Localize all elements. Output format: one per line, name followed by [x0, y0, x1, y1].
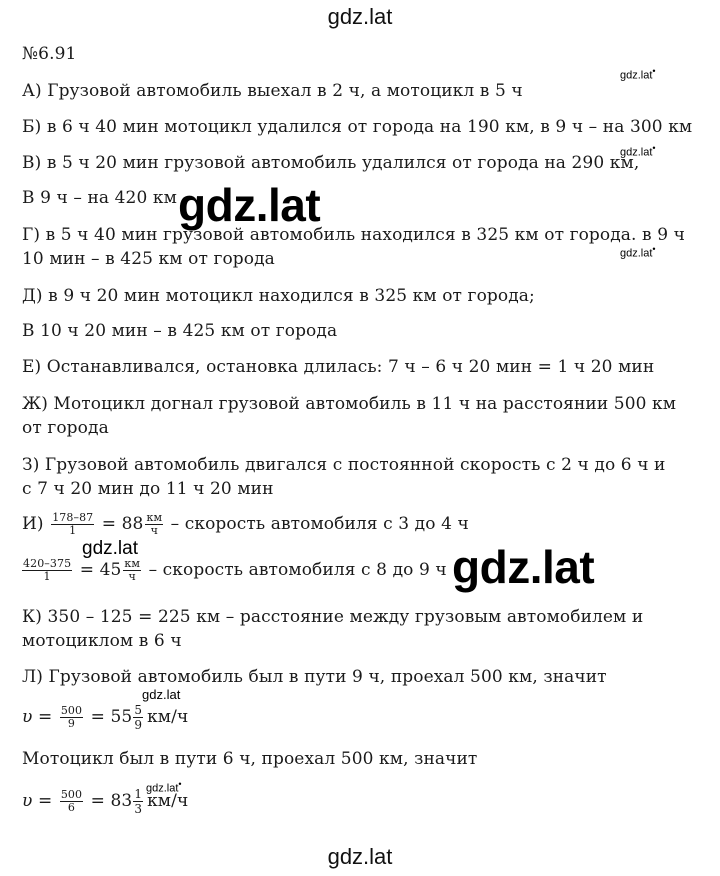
answer-k-line1: К) 350 – 125 = 225 км – расстояние между грузовым автомобилем и — [22, 607, 644, 627]
answer-i-label: И) — [22, 514, 44, 534]
watermark-small: gdz.lat• — [620, 244, 656, 260]
answer-d-line2: В 10 ч 20 мин – в 425 км от города — [22, 321, 338, 341]
answer-zh-line1: Ж) Мотоцикл догнал грузовой автомобиль в 11 ч на расстоянии 500 км — [22, 394, 677, 414]
watermark-small: gdz.lat• — [620, 66, 656, 82]
answer-motorcycle-line: Мотоцикл был в пути 6 ч, проехал 500 км, значит — [22, 749, 478, 769]
velocity-symbol: υ — [22, 707, 33, 727]
answer-k-line2: мотоциклом в 6 ч — [22, 631, 182, 651]
fraction: $\frac{500}{9}$ — [60, 704, 83, 730]
mixed-fraction: $\frac{1}{3}$ — [134, 787, 143, 816]
fraction: $\frac{500}{6}$ — [60, 788, 83, 814]
answer-a: А) Грузовой автомобиль выехал в 2 ч, а мотоцикл в 5 ч — [22, 81, 523, 101]
watermark-large: gdz.lat — [178, 179, 321, 231]
watermark-small: gdz.lat — [142, 687, 181, 702]
site-header[interactable]: gdz.lat — [327, 4, 393, 29]
answer-g-line1: Г) в 5 ч 40 мин грузовой автомобиль находился в 325 км от города. в 9 ч — [22, 225, 685, 245]
watermark-large: gdz.lat — [452, 541, 595, 593]
unit-fraction: $\frac{км}{ч}$ — [146, 511, 163, 537]
answer-e: Е) Останавливался, остановка длилась: 7 ч – 6 ч 20 мин = 1 ч 20 мин — [22, 357, 655, 377]
answer-z-line1: З) Грузовой автомобиль двигался с постоянной скорость с 2 ч до 6 ч и — [22, 455, 666, 475]
answer-b: Б) в 6 ч 40 мин мотоцикл удалился от города на 190 км, в 9 ч – на 300 км — [22, 117, 693, 137]
answer-v-line2: В 9 ч – на 420 км — [22, 188, 177, 208]
answer-l-line1: Л) Грузовой автомобиль был в пути 9 ч, проехал 500 км, значит — [22, 667, 607, 687]
velocity-symbol: υ — [22, 791, 33, 811]
answer-d-line1: Д) в 9 ч 20 мин мотоцикл находился в 325 км от города; — [22, 286, 535, 306]
answer-g-line2: 10 мин – в 425 км от города — [22, 249, 275, 269]
mixed-fraction: $\frac{5}{9}$ — [134, 703, 143, 732]
answer-v-line1: В) в 5 ч 20 мин грузовой автомобиль удалился от города на 290 км, — [22, 153, 640, 173]
watermark-small: gdz.lat• — [146, 779, 182, 795]
problem-number: №6.91 — [22, 44, 77, 64]
watermark-small: gdz.lat• — [620, 143, 656, 159]
answer-l-formula-truck: υ = $\frac{500}{9}$ = 55 $\frac{5}{9}$ км/ч — [22, 703, 189, 732]
answer-l-formula-moto: υ = $\frac{500}{6}$ = 83 $\frac{1}{3}$ км/ч — [22, 787, 189, 816]
watermark-medium: gdz.lat — [82, 538, 138, 559]
answer-i-formula1: И) $\frac{178-87}{1}$ = 88 $\frac{км}{ч}$ – скорость автомобиля с 3 до 4 ч — [22, 511, 469, 537]
answer-i-formula2: $\frac{420-375}{1}$ = 45 $\frac{км}{ч}$ – скорость автомобиля с 8 до 9 ч — [23, 557, 447, 583]
answer-zh-line2: от города — [22, 418, 109, 438]
fraction: $\frac{178-87}{1}$ — [52, 511, 94, 537]
answer-z-line2: с 7 ч 20 мин до 11 ч 20 мин — [22, 479, 274, 499]
fraction: $\frac{420-375}{1}$ — [23, 557, 72, 583]
unit-fraction: $\frac{км}{ч}$ — [124, 557, 141, 583]
site-footer[interactable]: gdz.lat — [327, 844, 393, 869]
